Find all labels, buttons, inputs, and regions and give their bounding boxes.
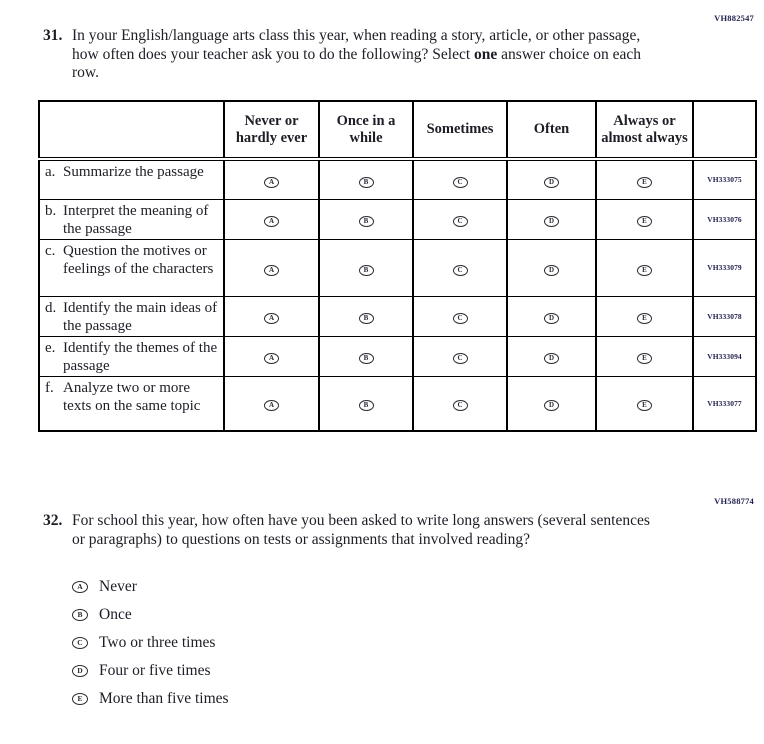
table-row-b	[39, 199, 756, 239]
row-letter: f.	[45, 379, 54, 396]
bubble-a[interactable]: A	[72, 581, 88, 593]
bubble-e[interactable]: E	[72, 693, 88, 705]
answer-cell	[596, 376, 693, 431]
option-two-or-three	[72, 633, 229, 653]
bubble-c[interactable]: C	[453, 216, 468, 227]
answer-cell	[224, 336, 319, 376]
answer-cell	[507, 376, 596, 431]
question-number: 31.	[43, 27, 63, 44]
option-label: More than five times	[99, 690, 229, 707]
bubble-c[interactable]: C	[72, 637, 88, 649]
row-code: VH333078	[693, 296, 756, 336]
bubble-c[interactable]: C	[453, 353, 468, 364]
question-text: For school this year, how often have you been asked to write long answers (several sentences or paragraphs) to questions on tests or assignments that involved reading?	[72, 512, 650, 548]
row-label-cell	[39, 336, 224, 376]
bubble-b[interactable]: B	[359, 265, 374, 276]
table-row-c	[39, 239, 756, 296]
bubble-e[interactable]: E	[637, 265, 652, 276]
answer-cell	[413, 199, 507, 239]
table-row-a	[39, 159, 756, 199]
bubble-c[interactable]: C	[453, 313, 468, 324]
answer-cell	[319, 199, 413, 239]
row-letter: c.	[45, 242, 56, 259]
answer-cell	[596, 159, 693, 199]
bubble-a[interactable]: A	[264, 313, 279, 324]
code-column-header	[693, 101, 756, 159]
q32-accession-code: VH588774	[714, 496, 754, 506]
row-label-cell	[39, 376, 224, 431]
row-letter: d.	[45, 299, 57, 316]
bubble-d[interactable]: D	[544, 353, 559, 364]
answer-cell	[224, 296, 319, 336]
bubble-a[interactable]: A	[264, 216, 279, 227]
option-more-than-five	[72, 689, 229, 709]
answer-cell	[413, 239, 507, 296]
question-text-part1: In your English/language arts class this year, when reading a story, article, or other passage, how often does your teacher ask you to do the following? Select	[72, 27, 641, 63]
answer-cell	[224, 199, 319, 239]
bubble-a[interactable]: A	[264, 353, 279, 364]
column-header-often: Often	[507, 101, 596, 159]
bubble-a[interactable]: A	[264, 265, 279, 276]
row-label: Summarize the passage	[63, 164, 204, 180]
row-label: Identify the main ideas of the passage	[63, 299, 218, 334]
row-letter: b.	[45, 202, 57, 219]
answer-cell	[413, 376, 507, 431]
option-label: Two or three times	[99, 634, 216, 651]
option-never	[72, 577, 229, 597]
bubble-b[interactable]: B	[359, 313, 374, 324]
row-label-cell	[39, 159, 224, 199]
bubble-b[interactable]: B	[359, 400, 374, 411]
answer-cell	[507, 199, 596, 239]
bubble-e[interactable]: E	[637, 216, 652, 227]
question-text	[72, 27, 650, 83]
column-header-sometimes: Sometimes	[413, 101, 507, 159]
answer-cell	[224, 376, 319, 431]
bubble-c[interactable]: C	[453, 400, 468, 411]
answer-cell	[507, 296, 596, 336]
answer-cell	[507, 159, 596, 199]
option-once	[72, 605, 229, 625]
bubble-e[interactable]: E	[637, 177, 652, 188]
bubble-b[interactable]: B	[359, 216, 374, 227]
row-code: VH333094	[693, 336, 756, 376]
answer-cell	[413, 336, 507, 376]
answer-cell	[507, 239, 596, 296]
bubble-b[interactable]: B	[72, 609, 88, 621]
row-label-cell	[39, 296, 224, 336]
option-label: Once	[99, 606, 132, 623]
corner-header-cell	[39, 101, 224, 159]
row-label: Interpret the meaning of the passage	[63, 202, 209, 237]
bubble-e[interactable]: E	[637, 353, 652, 364]
row-letter: a.	[45, 164, 56, 180]
question-number: 32.	[43, 512, 63, 529]
row-code: VH333077	[693, 376, 756, 431]
question-31	[43, 27, 650, 83]
bubble-d[interactable]: D	[72, 665, 88, 677]
answer-cell	[224, 239, 319, 296]
bubble-b[interactable]: B	[359, 177, 374, 188]
column-header-always: Always or almost always	[596, 101, 693, 159]
table-row-d	[39, 296, 756, 336]
question-text-bold: one	[474, 45, 498, 63]
row-code: VH333075	[693, 159, 756, 199]
answer-cell	[413, 159, 507, 199]
bubble-a[interactable]: A	[264, 177, 279, 188]
header-row	[39, 101, 756, 159]
column-header-never: Never or hardly ever	[224, 101, 319, 159]
q31-accession-code: VH882547	[714, 13, 754, 23]
answer-cell	[507, 336, 596, 376]
row-letter: e.	[45, 339, 56, 356]
q32-options-list	[72, 577, 229, 717]
answer-cell	[596, 336, 693, 376]
row-label: Question the motives or feelings of the characters	[63, 242, 214, 277]
bubble-c[interactable]: C	[453, 177, 468, 188]
bubble-c[interactable]: C	[453, 265, 468, 276]
row-label: Analyze two or more texts on the same topic	[63, 379, 201, 414]
bubble-e[interactable]: E	[637, 400, 652, 411]
answer-cell	[596, 239, 693, 296]
answer-cell	[319, 159, 413, 199]
answer-cell	[224, 159, 319, 199]
row-label: Identify the themes of the passage	[63, 339, 218, 374]
bubble-a[interactable]: A	[264, 400, 279, 411]
bubble-d[interactable]: D	[544, 265, 559, 276]
column-header-once: Once in a while	[319, 101, 413, 159]
row-label-cell	[39, 239, 224, 296]
answer-cell	[319, 376, 413, 431]
answer-cell	[596, 296, 693, 336]
row-code: VH333079	[693, 239, 756, 296]
row-code: VH333076	[693, 199, 756, 239]
option-four-or-five	[72, 661, 229, 681]
question-32	[43, 512, 664, 549]
bubble-b[interactable]: B	[359, 353, 374, 364]
answer-cell	[319, 296, 413, 336]
q31-response-matrix	[38, 100, 757, 432]
table-row-f	[39, 376, 756, 431]
bubble-d[interactable]: D	[544, 400, 559, 411]
answer-cell	[319, 239, 413, 296]
row-label-cell	[39, 199, 224, 239]
answer-cell	[413, 296, 507, 336]
answer-cell	[596, 199, 693, 239]
table-row-e	[39, 336, 756, 376]
option-label: Never	[99, 578, 137, 595]
bubble-d[interactable]: D	[544, 313, 559, 324]
bubble-d[interactable]: D	[544, 177, 559, 188]
option-label: Four or five times	[99, 662, 211, 679]
answer-cell	[319, 336, 413, 376]
bubble-d[interactable]: D	[544, 216, 559, 227]
question-text-part2: answer choice on each row.	[72, 45, 642, 81]
bubble-e[interactable]: E	[637, 313, 652, 324]
